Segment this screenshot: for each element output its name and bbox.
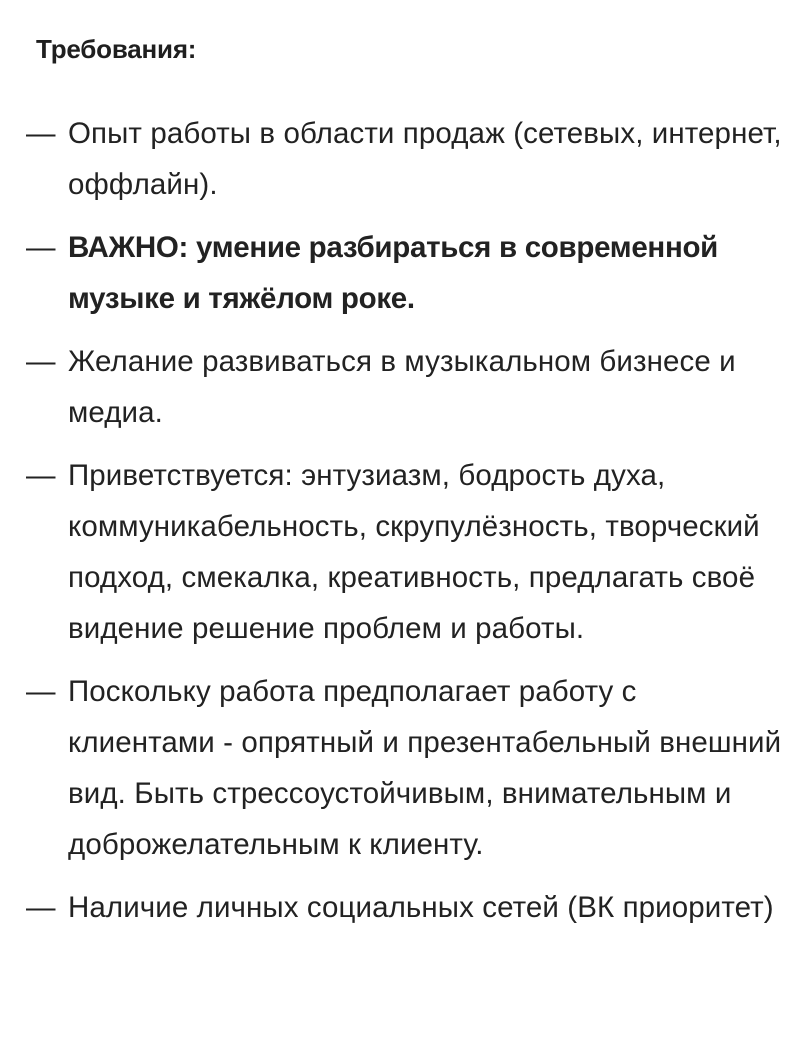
- dash-marker: —: [26, 675, 56, 708]
- requirement-item-experience: [26, 108, 786, 210]
- requirement-text: Желание развиваться в музыкальном бизнесе и медиа.: [68, 345, 736, 429]
- requirement-item-growth: [26, 336, 786, 438]
- requirements-heading: Требования:: [36, 34, 197, 64]
- requirement-item-social: [26, 882, 786, 933]
- requirement-text: Наличие личных социальных сетей (ВК приоритет): [68, 891, 774, 924]
- requirement-text: Опыт работы в области продаж (сетевых, интернет, оффлайн).: [68, 117, 782, 201]
- dash-marker: —: [26, 459, 56, 492]
- requirement-item-appearance: [26, 666, 786, 870]
- requirements-list: [26, 108, 786, 945]
- requirement-text: ВАЖНО: умение разбираться в современной музыке и тяжёлом роке.: [68, 231, 719, 315]
- requirement-item-welcome: [26, 450, 786, 654]
- requirement-text: Приветствуется: энтузиазм, бодрость духа, коммуникабельность, скрупулёзность, творческий подход, смекалка, креативность, предлагать своё видение решение проблем и работы.: [68, 459, 760, 645]
- dash-marker: —: [26, 345, 56, 378]
- requirement-item-important: [26, 222, 786, 324]
- requirement-text: Поскольку работа предполагает работу с клиентами - опрятный и презентабельный внешний вид. Быть стрессоустойчивым, внимательным и доброжелательным к клиенту.: [68, 675, 782, 861]
- dash-marker: —: [26, 891, 56, 924]
- dash-marker: —: [26, 117, 56, 150]
- dash-marker: —: [26, 231, 56, 264]
